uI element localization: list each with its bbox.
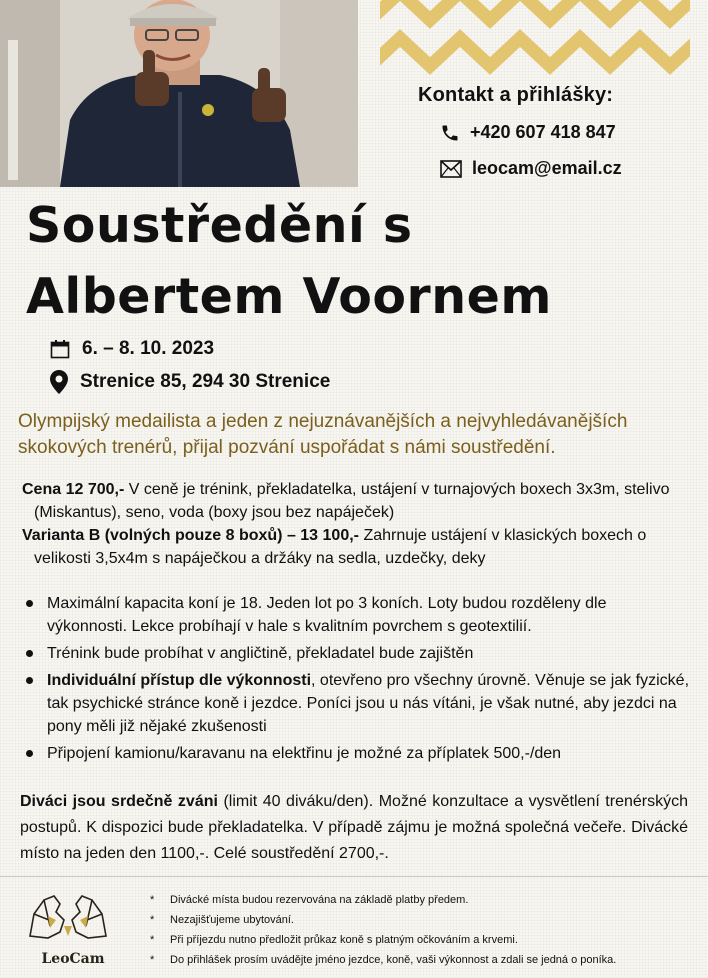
- envelope-icon: [440, 160, 462, 178]
- footer-divider: [0, 876, 708, 877]
- footer-notes: [150, 890, 700, 970]
- event-place: Strenice 85, 294 30 Strenice: [80, 371, 331, 392]
- page-title-line-2: Albertem Voornem: [26, 268, 552, 325]
- note-item: * Do přihlášek prosím uvádějte jméno jezdce, koně, vaši výkonnost a zdali se jedná o poníka.: [150, 950, 700, 970]
- bullet-language: Trénink bude probíhat v angličtině, překladatel bude zajištěn: [22, 642, 690, 665]
- location-pin-icon: [50, 370, 68, 394]
- phone-row: [440, 122, 616, 143]
- bullet-electricity: Připojení kamionu/karavanu na elektřinu je možné za příplatek 500,-/den: [22, 742, 690, 765]
- price-section: [22, 478, 682, 570]
- note-item: * Divácké místa budou rezervována na základě platby předem.: [150, 890, 700, 910]
- phone-icon: [440, 123, 460, 143]
- note-item: * Nezajišťujeme ubytování.: [150, 910, 700, 930]
- email-address[interactable]: leocam@email.cz: [472, 158, 622, 178]
- page-title-line-1: Soustředění s: [26, 197, 413, 254]
- price-b-label: Varianta B (volných pouze 8 boxů) – 13 100,-: [22, 527, 359, 544]
- price-b-text: Zahrnuje ustájení v klasických boxech o velikosti 3,5x4m s napáječkou a držáky na sedla, uzdečky, deky: [34, 527, 647, 567]
- phone-number[interactable]: +420 607 418 847: [470, 122, 616, 142]
- spectators-paragraph: [20, 789, 688, 867]
- info-bullet-list: [22, 592, 690, 769]
- spectators-text: (limit 40 diváku/den). Možné konzultace a vysvětlení trenérských postupů. K dispozici bude překladatelka. V případě zájmu je možná společná večeře. Divácké místo na jeden den 1100,-. Celé soustředění 2700,-.: [20, 793, 689, 862]
- bullet-individual: [22, 669, 690, 738]
- contact-title: Kontakt a přihlášky:: [418, 84, 614, 106]
- spectators-bold: Diváci jsou srdečně zváni: [20, 793, 218, 810]
- price-a-label: Cena 12 700,-: [22, 481, 125, 498]
- trainer-photo: [0, 0, 358, 187]
- bullet-individual-bold: Individuální přístup dle výkonnosti: [47, 672, 312, 689]
- zigzag-decoration: [380, 0, 690, 76]
- intro-text: Olympijský medailista a jeden z nejuznávanějších a nejvyhledávanějších skokových trenérů, přijal pozvání uspořádat s námi soustředění.: [18, 411, 628, 458]
- price-a: [22, 478, 682, 524]
- bullet-capacity: Maximální kapacita koní je 18. Jeden lot po 3 koních. Loty budou rozděleny dle výkonnosti. Lekce probíhají v hale s kvalitním povrchem s geotextilií.: [22, 592, 690, 638]
- date-row: [50, 338, 214, 360]
- email-row: [440, 158, 622, 179]
- price-b: [22, 524, 682, 570]
- place-row: [50, 370, 330, 394]
- calendar-icon: [50, 339, 70, 359]
- event-date: 6. – 8. 10. 2023: [82, 338, 215, 359]
- logo-text: LeoCam: [41, 951, 105, 967]
- note-item: * Při příjezdu nutno předložit průkaz koně s platným očkováním a krvemi.: [150, 930, 700, 950]
- price-a-text: V ceně je trénink, překladatelka, ustájení v turnajových boxech 3x3m, stelivo (Miskantus), seno, voda (boxy jsou bez napáječek): [34, 481, 670, 521]
- bullet-individual-text: , otevřeno pro všechny úrovně. Věnuje se jak fyzické, tak psychické stránce koně i jezdce. Poníci jsou u nás vítáni, je však nutné, aby jezdci na pony měli již nějaké zkušenosti: [47, 672, 690, 735]
